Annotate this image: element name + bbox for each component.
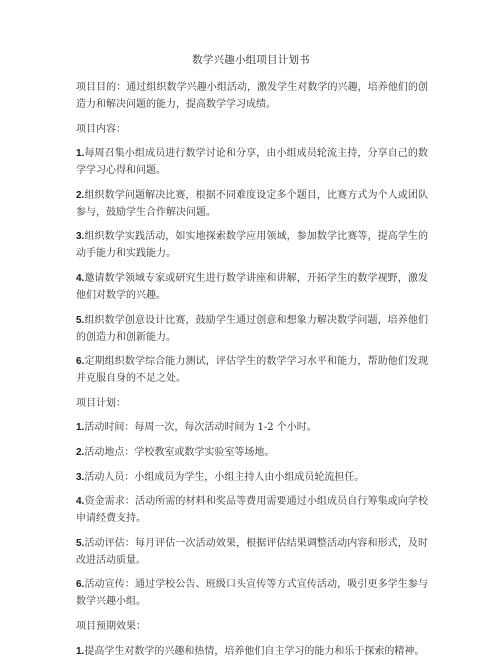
item-number: 2.: [76, 189, 85, 201]
item-text: 活动评估：每月评估一次活动效果，根据评估结果调整活动内容和形式，及时改进活动质量。: [76, 537, 428, 566]
content-item: [76, 228, 428, 262]
plan-item: [76, 444, 428, 461]
document-body: [76, 79, 428, 667]
content-heading: 项目内容：: [76, 123, 126, 135]
item-number: 4.: [76, 272, 85, 284]
item-text: 提高学生对数学的兴趣和热情，培养他们自主学习的能力和乐于探索的精神。: [84, 645, 425, 657]
content-item: [76, 353, 428, 387]
item-text: 定期组织数学综合能力测试，评估学生的数学学习水平和能力，帮助他们发现并克服自身的不足之处。: [76, 356, 428, 385]
item-text: 活动宣传：通过学校公告、班级口头宣传等方式宣传活动，吸引更多学生参与数学兴趣小组。: [76, 579, 428, 608]
plan-item: [76, 576, 428, 610]
item-text: 组织数学实践活动，如实地探索数学应用领域，参加数学比赛等，提高学生的动手能力和实践能力。: [76, 231, 428, 260]
item-number: 1.: [76, 422, 85, 434]
item-number: 2.: [76, 446, 85, 458]
item-text: 活动地点：学校教室或数学实验室等场地。: [84, 446, 275, 458]
plan-item: [76, 419, 428, 436]
content-item: [76, 312, 428, 346]
item-number: 6.: [76, 579, 85, 591]
content-item: [76, 145, 428, 179]
item-number: 1.: [76, 148, 85, 160]
item-number: 6.: [76, 356, 85, 368]
plan-item: [76, 469, 428, 486]
plan-heading: 项目计划：: [76, 397, 126, 409]
item-text: 活动人员：小组成员为学生，小组主持人由小组成员轮流担任。: [84, 471, 365, 483]
content-item: [76, 270, 428, 304]
item-number: 5.: [76, 537, 85, 549]
item-text: 组织数学创意设计比赛，鼓励学生通过创意和想象力解决数学问题，培养他们的创造力和创新能力。: [76, 314, 428, 343]
effect-heading: 项目预期效果：: [76, 620, 146, 632]
content-item: [76, 187, 428, 221]
item-text: 每周召集小组成员进行数学讨论和分享，由小组成员轮流主持，分享自己的数学学习心得和问题。: [76, 148, 428, 177]
project-purpose-paragraph: 项目目的：通过组织数学兴趣小组活动，激发学生对数学的兴趣，培养他们的创造力和解决问题的能力，提高数学学习成绩。: [76, 82, 428, 110]
effect-item: [76, 643, 428, 660]
item-number: 1.: [76, 645, 85, 657]
item-number: 4.: [76, 496, 85, 508]
item-text: 资金需求：活动所需的材料和奖品等费用需要通过小组成员自行筹集或向学校申请经费支持。: [76, 496, 428, 525]
item-text: 活动时间：每周一次，每次活动时间为 1-2 个小时。: [84, 422, 317, 434]
item-text: 邀请数学领域专家或研究生进行数学讲座和讲解，开拓学生的数学视野，激发他们对数学的兴趣。: [76, 272, 428, 301]
item-number: 5.: [76, 314, 85, 326]
item-text: 组织数学问题解决比赛，根据不同难度设定多个题目，比赛方式为个人或团队参与，鼓励学生合作解决问题。: [76, 189, 428, 218]
item-number: 3.: [76, 231, 85, 243]
plan-item: [76, 535, 428, 569]
item-number: 3.: [76, 471, 85, 483]
document-title: 数学兴趣小组项目计划书: [192, 54, 310, 66]
plan-item: [76, 493, 428, 527]
